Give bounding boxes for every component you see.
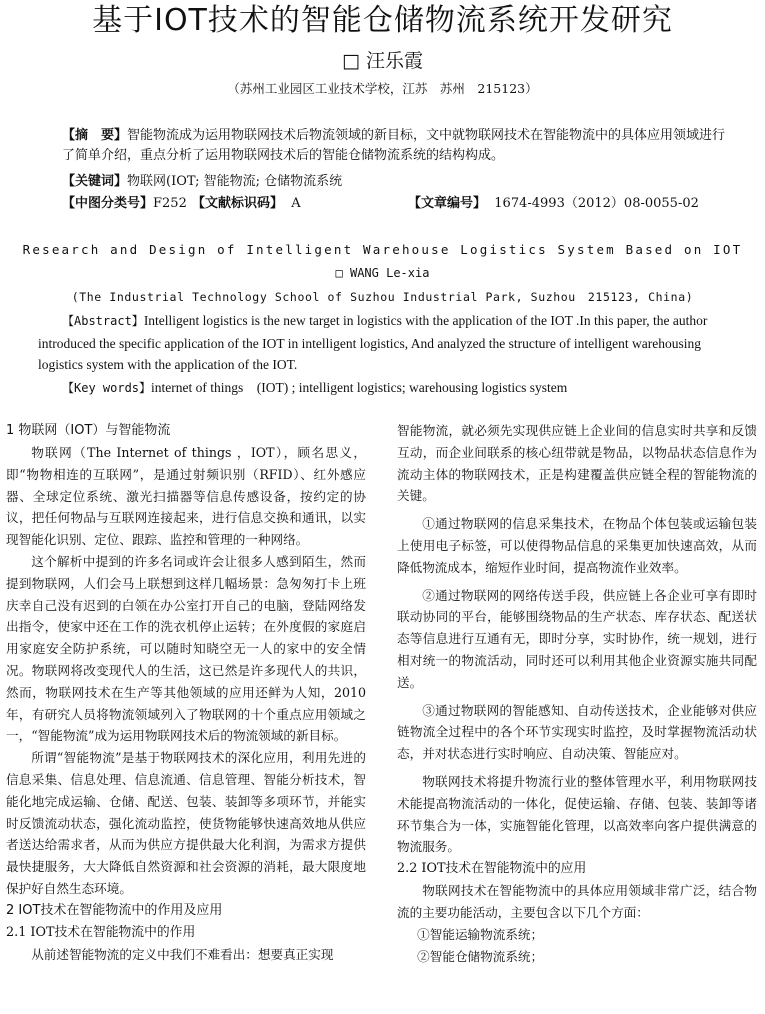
right-column [397,420,757,967]
section-heading-1: 1 物联网（IOT）与智能物流 [6,423,171,438]
paragraph: 物联网（The Internet of things ，IOT），顾名思义，即“物物相连的互联网”，是通过射频识别（RFID）、红外感应器、全球定位系统、激光扫描器等信息传感设备，按约定的协议，把任何物品与互联网连接起来，进行信息交换和通讯，以实现智能化识别、定位、跟踪、监控和管理的一种网络。 [6,445,366,548]
author-name: □ 汪乐霞 [342,50,423,72]
english-affiliation: (The Industrial Technology School of Suzhou Industrial Park, Suzhou 215123, China) [71,290,694,304]
english-keywords-text: internet of things (IOT) ; intelligent logistics; warehousing logistics system [151,380,568,395]
abstract-label: 【摘 要】 [62,128,128,143]
paragraph: 这个解析中提到的许多名词或许会让很多人感到陌生，然而提到物联网，人们会马上联想到这样几幅场景：急匆匆打卡上班庆幸自己没有迟到的白领在办公室打开自己的电脑，登陆网络发出指令，使家中还在工作的洗衣机停止运转；在外度假的家庭启用家庭安全防护系统，可以随时知晓空无一人的家中的安全情况。物联网将改变现代人的生活，这已然是许多现代人的共识，然而，物联网技术在生产等其他领域的应用还鲜为人知，2010年，有研究人员将物流领域列入了物联网的十个重点应用领域之一，“智能物流”成为运用物联网技术后的物流领域的新目标。 [6,553,366,744]
english-abstract-label: 【Abstract】 [62,314,144,328]
section-heading-2: 2 IOT技术在智能物流中的作用及应用 [6,902,223,918]
paragraph: 所谓“智能物流”是基于物联网技术的深化应用，利用先进的信息采集、信息处理、信息流通、信息管理、智能分析技术，智能化地完成运输、仓储、配送、包装、装卸等多项环节，并能实时反馈流动状态，强化流动监控，使货物能够快速高效地从供应者送达给需求者，从而为供应方提供最大化利润，为需求方提供最快捷服务，大大降低自然资源和社会资源的消耗，最大限度地保护好自然生态环境。 [6,750,366,896]
author-affiliation: （苏州工业园区工业技术学校，江苏 苏州 215123） [227,81,538,96]
paragraph: ①通过物联网的信息采集技术，在物品个体包装或运输包装上使用电子标签，可以使得物品信息的采集更加快速高效，从而降低物流成本，缩短作业时间，提高物流作业效率。 [397,516,757,575]
keywords-text: 物联网(IOT; 智能物流; 仓储物流系统 [127,174,343,189]
paper-title: 基于IOT技术的智能仓储物流系统开发研究 [92,3,673,38]
paragraph: 物联网技术将提升物流行业的整体管理水平，利用物联网技术能提高物流活动的一体化，促使运输、存储、包装、装卸等诸环节集合为一体，实施智能化管理，以高效率向客户提供满意的物流服务。 [397,773,757,855]
left-column [6,420,366,966]
list-item: ①智能运输物流系统； [417,926,544,942]
chinese-keywords [62,172,342,192]
paragraph: 物联网技术在智能物流中的具体应用领域非常广泛，结合物流的主要功能活动，主要包含以下几个方面： [397,883,757,920]
keywords-label: 【关键词】 [62,174,128,189]
english-abstract-text: Intelligent logistics is the new target in logistics with the application of the IOT .In this paper, the author introduced the specific application of the IOT in intelligent logistics, And analyzed the structure of intelligent warehousing logistics system with the application of the IOT. [38,313,708,372]
english-author: □ WANG Le-xia [335,266,430,280]
clc-number: 【中图分类号】F252 [62,196,187,211]
article-number: 【文章编号】 1674-4993（2012）08-0055-02 [408,196,699,211]
subsection-heading-2-1: 2.1 IOT技术在智能物流中的作用 [6,924,196,940]
paragraph: ②通过物联网的网络传送手段，供应链上各企业可享有即时联动协同的平台，能够围绕物品的生产状态、库存状态、配送状态等信息进行互通有无，即时分享，实时协作，统一规划，进行相对统一的物流活动，同时还可以利用其他企业资源实施共同配送。 [397,587,757,690]
subsection-heading-2-2: 2.2 IOT技术在智能物流中的应用 [397,861,587,877]
english-keywords [62,378,752,398]
paragraph: 智能物流，就必须先实现供应链上企业间的信息实时共享和反馈互动，而企业间联系的核心纽带就是物品，以物品状态信息作为流动主体的物联网技术，正是构建覆盖供应链全程的智能物流的关键。 [397,423,757,504]
abstract-text: 智能物流成为运用物联网技术后物流领域的新目标，文中就物联网技术在智能物流中的具体应用领域进行了简单介绍，重点分析了运用物联网技术后的智能仓储物流系统的结构构成。 [62,128,726,163]
chinese-abstract [62,126,732,166]
list-item: ②智能仓储物流系统； [417,948,544,964]
english-keywords-label: 【Key words】 [62,381,152,395]
paragraph: 从前述智能物流的定义中我们不难看出：想要真正实现 [31,946,334,962]
english-title: Research and Design of Intelligent Warehouse Logistics System Based on IOT [22,242,743,257]
english-abstract [38,310,733,376]
document-code: 【文献标识码】 A [192,196,301,211]
paragraph: ③通过物联网的智能感知、自动传送技术，企业能够对供应链物流全过程中的各个环节实现实时监控，及时掌握物流活动状态，并对状态进行实时响应、自动决策、智能应对。 [397,702,757,762]
